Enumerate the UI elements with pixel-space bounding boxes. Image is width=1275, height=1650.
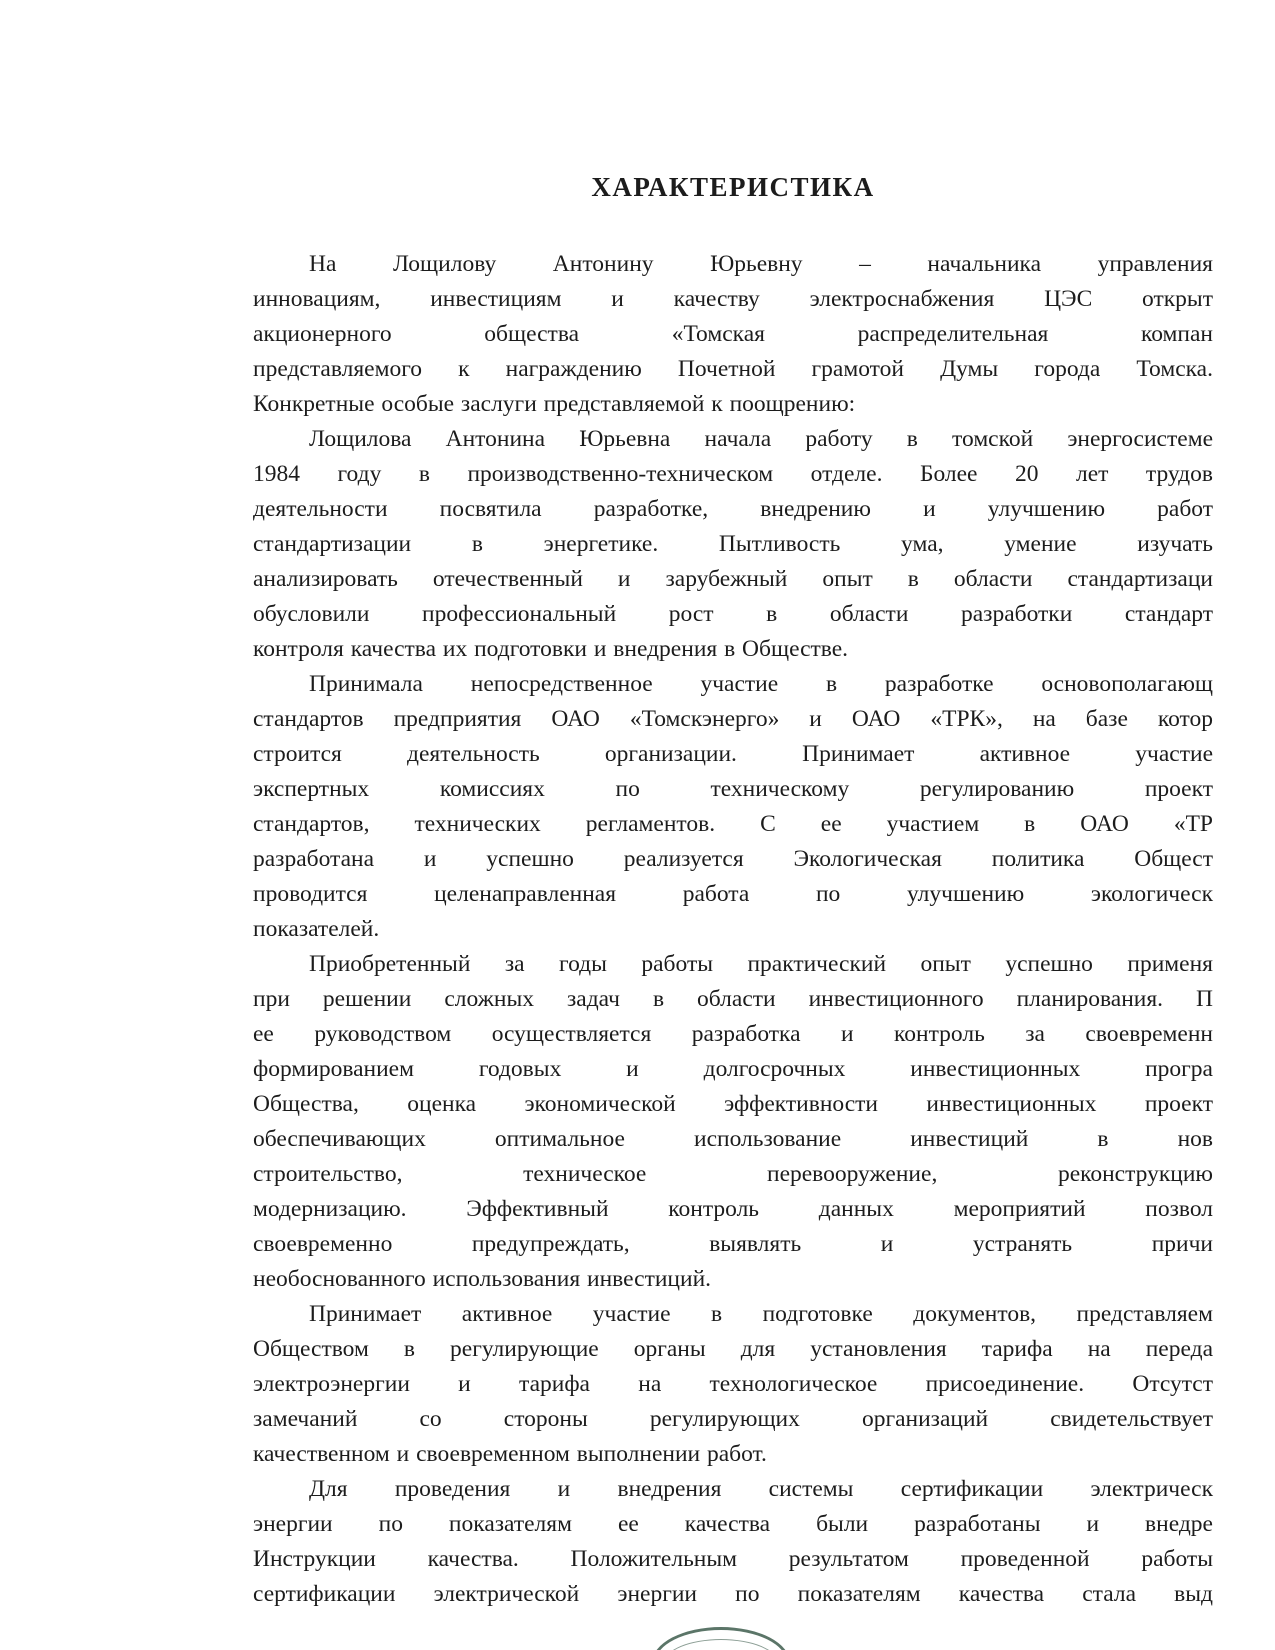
paragraph xyxy=(253,1472,1213,1612)
text-line: Принимает активное участие в подготовке документов, представляем xyxy=(309,1301,1213,1327)
paragraph xyxy=(253,667,1213,947)
text-line: строится деятельность организации. Принимает активное участие xyxy=(253,741,1213,767)
text-line: замечаний со стороны регулирующих организаций свидетельствует xyxy=(253,1406,1213,1432)
paragraph xyxy=(253,947,1213,1297)
text-line: Для проведения и внедрения системы сертификации электрическ xyxy=(309,1476,1213,1502)
text-line: обусловили профессиональный рост в области разработки стандарт xyxy=(253,601,1213,627)
text-line: Лощилова Антонина Юрьевна начала работу в томской энергосистеме xyxy=(309,426,1213,452)
text-line: обеспечивающих оптимальное использование инвестиций в нов xyxy=(253,1126,1213,1152)
paragraph xyxy=(253,247,1213,422)
text-line: Конкретные особые заслуги представляемой к поощрению: xyxy=(253,391,856,417)
paragraph xyxy=(253,1297,1213,1472)
text-line: энергии по показателям ее качества были разработаны и внедре xyxy=(253,1511,1213,1537)
text-line: 1984 году в производственно-техническом отделе. Более 20 лет трудов xyxy=(253,461,1213,487)
text-line: Принимала непосредственное участие в разработке основополагающ xyxy=(309,671,1213,697)
text-line: проводится целенаправленная работа по улучшению экологическ xyxy=(253,881,1213,907)
text-line: анализировать отечественный и зарубежный опыт в области стандартизаци xyxy=(253,566,1213,592)
text-line: электроэнергии и тарифа на технологическое присоединение. Отсутст xyxy=(253,1371,1213,1397)
text-line: стандартов, технических регламентов. С ее участием в ОАО «ТР xyxy=(253,811,1213,837)
text-line: Общества, оценка экономической эффективности инвестиционных проект xyxy=(253,1091,1213,1117)
document-content xyxy=(253,172,1213,1612)
seal-stamp-inner-ring xyxy=(664,1639,778,1650)
text-line: качественном и своевременном выполнении работ. xyxy=(253,1441,767,1467)
document-title: ХАРАКТЕРИСТИКА xyxy=(591,172,875,202)
text-line: инновациям, инвестициям и качеству электроснабжения ЦЭС открыт xyxy=(253,286,1213,312)
text-line: формированием годовых и долгосрочных инвестиционных програ xyxy=(253,1056,1213,1082)
text-line: Обществом в регулирующие органы для установления тарифа на переда xyxy=(253,1336,1213,1362)
text-line: Приобретенный за годы работы практический опыт успешно применя xyxy=(309,951,1213,977)
text-line: акционерного общества «Томская распределительная компан xyxy=(253,321,1213,347)
text-line: сертификации электрической энергии по показателям качества стала выд xyxy=(253,1581,1213,1607)
paragraph xyxy=(253,422,1213,667)
text-line: На Лощилову Антонину Юрьевну – начальника управления xyxy=(309,251,1213,277)
text-line: стандартизации в энергетике. Пытливость ума, умение изучать xyxy=(253,531,1213,557)
seal-stamp-icon xyxy=(652,1627,790,1650)
text-line: деятельности посвятила разработке, внедрению и улучшению работ xyxy=(253,496,1213,522)
text-line: стандартов предприятия ОАО «Томскэнерго» и ОАО «ТРК», на базе котор xyxy=(253,706,1213,732)
text-line: Инструкции качества. Положительным результатом проведенной работы xyxy=(253,1546,1213,1572)
text-line: разработана и успешно реализуется Экологическая политика Общест xyxy=(253,846,1213,872)
text-line: строительство, техническое перевооружение, реконструкцию xyxy=(253,1161,1213,1187)
text-line: модернизацию. Эффективный контроль данных мероприятий позвол xyxy=(253,1196,1213,1222)
text-line: необоснованного использования инвестиций. xyxy=(253,1266,712,1292)
text-line: представляемого к награждению Почетной грамотой Думы города Томска. xyxy=(253,356,1213,382)
text-line: контроля качества их подготовки и внедрения в Обществе. xyxy=(253,636,849,662)
text-line: показателей. xyxy=(253,916,380,942)
text-line: при решении сложных задач в области инвестиционного планирования. П xyxy=(253,986,1213,1012)
text-line: экспертных комиссиях по техническому регулированию проект xyxy=(253,776,1213,802)
text-line: своевременно предупреждать, выявлять и устранять причи xyxy=(253,1231,1213,1257)
text-line: ее руководством осуществляется разработка и контроль за своевременн xyxy=(253,1021,1213,1047)
document-body xyxy=(253,247,1213,1612)
